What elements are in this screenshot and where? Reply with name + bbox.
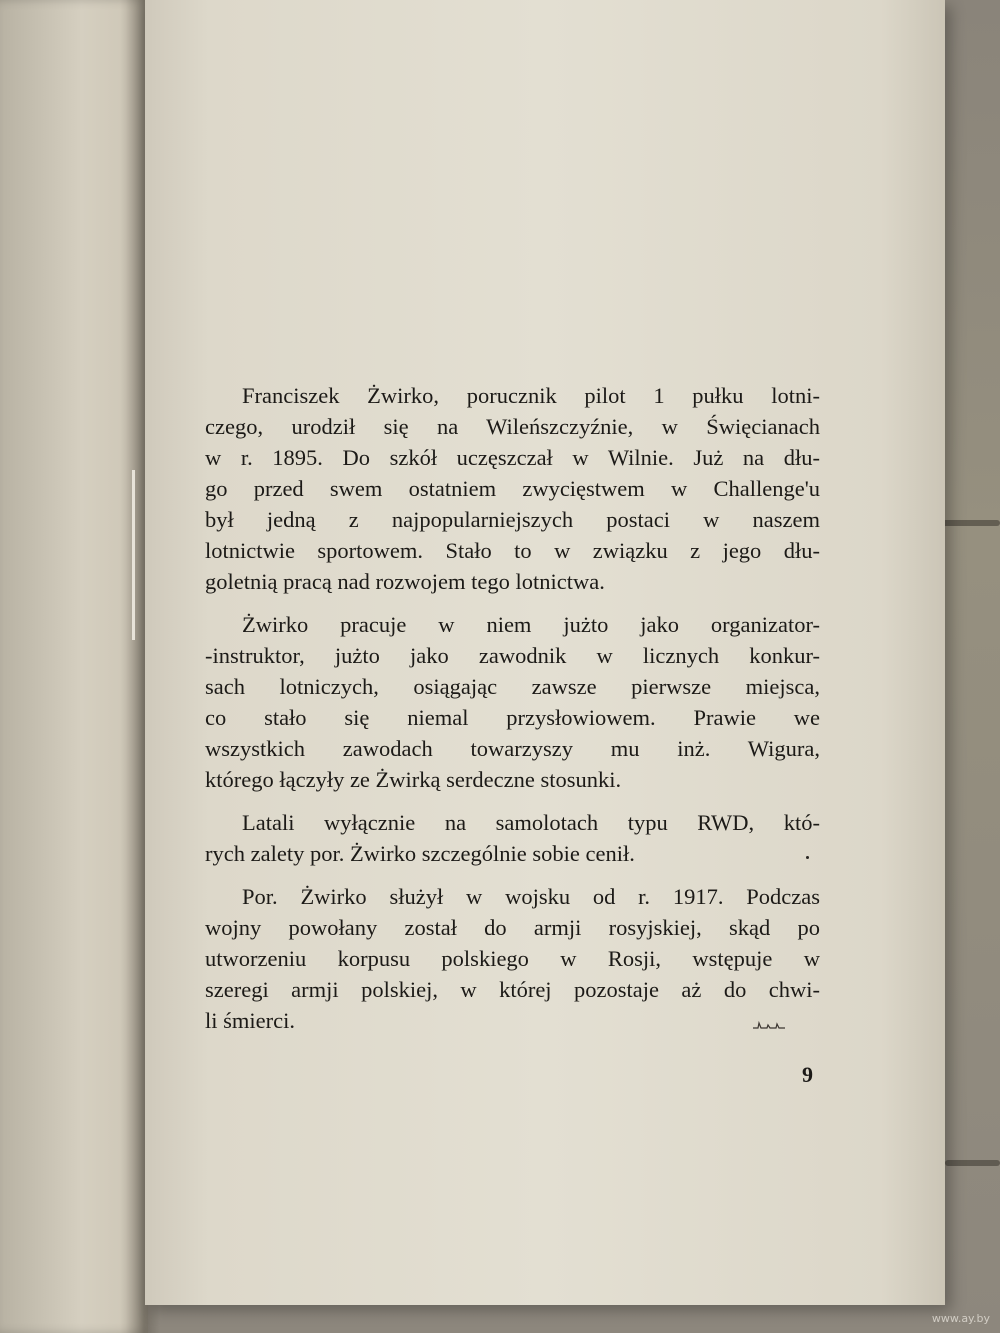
text-line: czego, urodził się na Wileńszczyźnie, w Święcianach [205,414,820,439]
text-line: sach lotniczych, osiągając zawsze pierwsze miejsca, [205,674,820,699]
text-line: lotnictwie sportowem. Stało to w związku z jego dłu- [205,538,820,563]
text-line: Franciszek Żwirko, porucznik pilot 1 pułku lotni- [242,383,820,408]
text-line: szeregi armji polskiej, w której pozostaje aż do chwi- [205,977,820,1002]
page-text [205,380,820,1048]
text-line: utworzeniu korpusu polskiego w Rosji, wstępuje w [205,946,820,971]
ink-dot [806,856,809,859]
text-line: Żwirko pracuje w niem jużto jako organizator- [242,612,820,637]
paragraph-4 [205,881,820,1036]
watermark-text: www.ay.by [931,1312,990,1325]
text-line: co stało się niemal przysłowiowem. Prawie we [205,705,820,730]
binding-thread [132,470,135,640]
text-line: w r. 1895. Do szkół uczęszczał w Wilnie. Już na dłu- [205,445,820,470]
text-line: Latali wyłącznie na samolotach typu RWD, któ- [242,810,820,835]
text-line: Por. Żwirko służył w wojsku od r. 1917. Podczas [242,884,820,909]
text-line: rych zalety por. Żwirko szczególnie sobie cenił. [205,841,635,866]
ink-smudge-icon [752,1020,786,1030]
page-number: 9 [802,1062,813,1087]
text-line: li śmierci. [205,1008,295,1033]
text-line: goletnią pracą nad rozwojem tego lotnictwa. [205,569,605,594]
text-line: którego łączyły ze Żwirką serdeczne stosunki. [205,767,622,792]
paragraph-3 [205,807,820,869]
text-line: go przed swem ostatniem zwycięstwem w Challenge'u [205,476,820,501]
text-line: był jedną z najpopularniejszych postaci w naszem [205,507,820,532]
paragraph-2 [205,609,820,795]
text-line: -instruktor, jużto jako zawodnik w licznych konkur- [205,643,820,668]
text-line: wojny powołany został do armji rosyjskiej, skąd po [205,915,820,940]
paragraph-1 [205,380,820,597]
text-line: wszystkich zawodach towarzyszy mu inż. Wigura, [205,736,820,761]
table-wood-grain [945,1160,1000,1166]
